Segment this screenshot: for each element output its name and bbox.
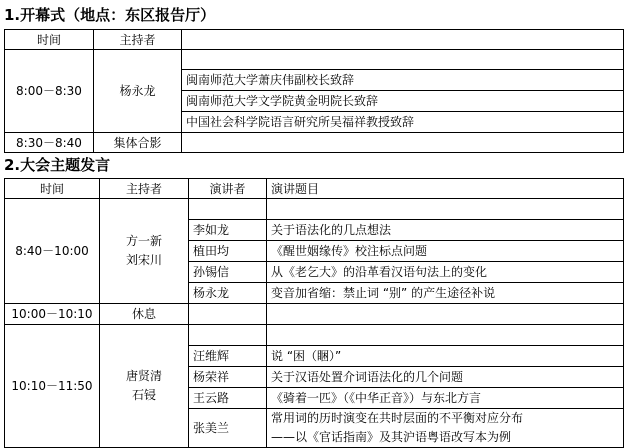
table-row bbox=[5, 50, 624, 70]
table-row bbox=[5, 199, 624, 220]
topic-cell: 关于汉语处置介词语法化的几个问题 bbox=[267, 367, 624, 388]
spacer-cell bbox=[189, 325, 267, 346]
header-speaker: 演讲者 bbox=[189, 179, 267, 199]
header-time: 时间 bbox=[5, 179, 100, 199]
topic-cell: 《醒世姻缘传》校注标点问题 bbox=[267, 241, 624, 262]
time-cell: 10:00－10:10 bbox=[5, 304, 100, 325]
host-name: 刘宋川 bbox=[125, 253, 162, 267]
speech-item: 闽南师范大学萧庆伟副校长致辞 bbox=[182, 70, 624, 91]
header-time: 时间 bbox=[5, 30, 94, 50]
topic-cell: 变音加省缩：禁止词 “别” 的产生途径补说 bbox=[267, 283, 624, 304]
topic-cell: 说 “困（睏）” bbox=[267, 346, 624, 367]
host-cell: 杨永龙 bbox=[94, 50, 182, 133]
speaker-cell: 王云路 bbox=[189, 388, 267, 409]
header-host: 主持者 bbox=[94, 30, 182, 50]
table-header-row bbox=[5, 179, 624, 199]
header-blank bbox=[182, 30, 624, 50]
host-name: 唐贤清 bbox=[125, 369, 162, 383]
topic-cell: 从《老乞大》的沿革看汉语句法上的变化 bbox=[267, 262, 624, 283]
topic-cell bbox=[267, 409, 624, 448]
host-cell bbox=[100, 325, 189, 448]
table-row bbox=[5, 133, 624, 153]
header-host: 主持者 bbox=[100, 179, 189, 199]
blank-cell bbox=[267, 304, 624, 325]
speaker-cell: 杨永龙 bbox=[189, 283, 267, 304]
time-cell: 8:40－10:00 bbox=[5, 199, 100, 304]
table-row bbox=[5, 304, 624, 325]
topic-line: ——以《官话指南》及其沪语粤语改写本为例 bbox=[271, 430, 512, 444]
host-cell bbox=[100, 199, 189, 304]
blank-cell bbox=[189, 304, 267, 325]
speaker-cell: 张美兰 bbox=[189, 409, 267, 448]
spacer-cell bbox=[267, 199, 624, 220]
section1-heading: 1.开幕式（地点：东区报告厅） bbox=[4, 6, 216, 24]
host-name: 石锓 bbox=[131, 388, 156, 402]
topic-cell: 《骑着一匹》（《中华正音》）与东北方言 bbox=[267, 388, 624, 409]
spacer-cell bbox=[182, 50, 624, 70]
topic-cell: 关于语法化的几点想法 bbox=[267, 220, 624, 241]
speaker-cell: 植田均 bbox=[189, 241, 267, 262]
activity-cell: 集体合影 bbox=[94, 133, 182, 153]
speech-item: 中国社会科学院语言研究所吴福祥教授致辞 bbox=[182, 112, 624, 133]
speaker-cell: 李如龙 bbox=[189, 220, 267, 241]
time-cell: 10:10－11:50 bbox=[5, 325, 100, 448]
table-header-row bbox=[5, 30, 624, 50]
header-topic: 演讲题目 bbox=[267, 179, 624, 199]
speaker-cell: 孙锡信 bbox=[189, 262, 267, 283]
speaker-cell: 汪维辉 bbox=[189, 346, 267, 367]
blank-cell bbox=[182, 133, 624, 153]
section2-heading: 2.大会主题发言 bbox=[4, 156, 111, 174]
break-cell: 休息 bbox=[100, 304, 189, 325]
speaker-cell: 杨荣祥 bbox=[189, 367, 267, 388]
opening-ceremony-table bbox=[4, 29, 624, 153]
spacer-cell bbox=[189, 199, 267, 220]
time-cell: 8:00－8:30 bbox=[5, 50, 94, 133]
table-row bbox=[5, 325, 624, 346]
spacer-cell bbox=[267, 325, 624, 346]
topic-line: 常用词的历时演变在共时层面的不平衡对应分布 bbox=[271, 411, 524, 425]
time-cell: 8:30－8:40 bbox=[5, 133, 94, 153]
keynote-table bbox=[4, 178, 624, 448]
host-name: 方一新 bbox=[125, 234, 162, 248]
speech-item: 闽南师范大学文学院黄金明院长致辞 bbox=[182, 91, 624, 112]
